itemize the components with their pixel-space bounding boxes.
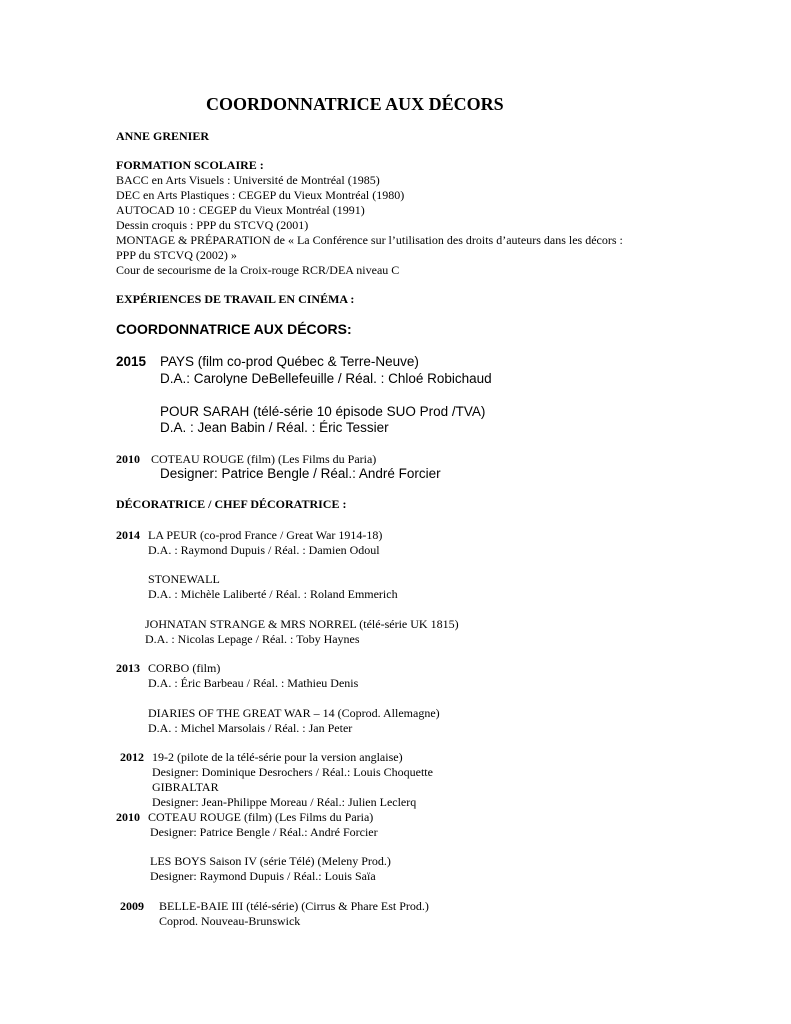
entry-credits: D.A. : Michel Marsolais / Réal. : Jan Peter [148,721,353,735]
entry-title: BELLE-BAIE III (télé-série) (Cirrus & Phare Est Prod.) [159,899,429,913]
formation-line: PPP du STCVQ (2002) » [116,248,237,262]
entry-credits: D.A. : Raymond Dupuis / Réal. : Damien Odoul [148,543,380,557]
person-name: ANNE GRENIER [116,129,210,143]
entry-title: 19-2 (pilote de la télé-série pour la version anglaise) [152,750,403,764]
entry-title: DIARIES OF THE GREAT WAR – 14 (Coprod. Allemagne) [148,706,440,720]
year-label: 2009 [120,899,144,913]
entry-title: STONEWALL [148,572,220,586]
year-label: 2010 [116,452,140,466]
entry-title: PAYS (film co-prod Québec & Terre-Neuve) [160,354,419,369]
entry-credits: D.A. : Jean Babin / Réal. : Éric Tessier [160,420,389,435]
entry-title: POUR SARAH (télé-série 10 épisode SUO Prod /TVA) [160,404,486,419]
entry-credits: Designer: Patrice Bengle / Réal.: André Forcier [150,825,378,839]
formation-line: MONTAGE & PRÉPARATION de « La Conférence sur l’utilisation des droits d’auteurs dans les décors : [116,233,623,247]
year-label: 2015 [116,354,147,369]
year-label: 2014 [116,528,140,542]
formation-line: AUTOCAD 10 : CEGEP du Vieux Montréal (1991) [116,203,365,217]
entry-credits: Designer: Jean-Philippe Moreau / Réal.: Julien Leclerq [152,795,417,809]
entry-credits: Designer: Dominique Desrochers / Réal.: Louis Choquette [152,765,433,779]
formation-line: Cour de secourisme de la Croix-rouge RCR/DEA niveau C [116,263,400,277]
entry-credits: D.A.: Carolyne DeBellefeuille / Réal. : Chloé Robichaud [160,371,492,386]
entry-credits: Coprod. Nouveau-Brunswick [159,914,301,928]
entry-credits: Designer: Raymond Dupuis / Réal.: Louis Saïa [150,869,376,883]
entry-credits: Designer: Patrice Bengle / Réal.: André Forcier [160,466,441,481]
year-label: 2013 [116,661,140,675]
entry-title: LA PEUR (co-prod France / Great War 1914-18) [148,528,383,542]
entry-credits: D.A. : Nicolas Lepage / Réal. : Toby Haynes [145,632,360,646]
entry-title: LES BOYS Saison IV (série Télé) (Meleny Prod.) [150,854,391,868]
coordonnatrice-heading: COORDONNATRICE AUX DÉCORS: [116,321,352,337]
entry-title: COTEAU ROUGE (film) (Les Films du Paria) [148,810,374,824]
entry-credits: D.A. : Éric Barbeau / Réal. : Mathieu Denis [148,676,359,690]
entry-title: JOHNATAN STRANGE & MRS NORREL (télé-série UK 1815) [145,617,459,631]
page-title: COORDONNATRICE AUX DÉCORS [206,94,504,114]
formation-line: BACC en Arts Visuels : Université de Montréal (1985) [116,173,380,187]
entry-title: COTEAU ROUGE (film) (Les Films du Paria) [151,452,377,466]
formation-heading: FORMATION SCOLAIRE : [116,158,264,172]
formation-line: DEC en Arts Plastiques : CEGEP du Vieux Montréal (1980) [116,188,405,202]
experiences-heading: EXPÉRIENCES DE TRAVAIL EN CINÉMA : [116,292,355,306]
year-label: 2010 [116,810,140,824]
entry-title: GIBRALTAR [152,780,219,794]
year-label: 2012 [120,750,144,764]
entry-title: CORBO (film) [148,661,221,675]
formation-line: Dessin croquis : PPP du STCVQ (2001) [116,218,309,232]
decoratrice-heading: DÉCORATRICE / CHEF DÉCORATRICE : [116,497,347,511]
entry-credits: D.A. : Michèle Laliberté / Réal. : Roland Emmerich [148,587,398,601]
